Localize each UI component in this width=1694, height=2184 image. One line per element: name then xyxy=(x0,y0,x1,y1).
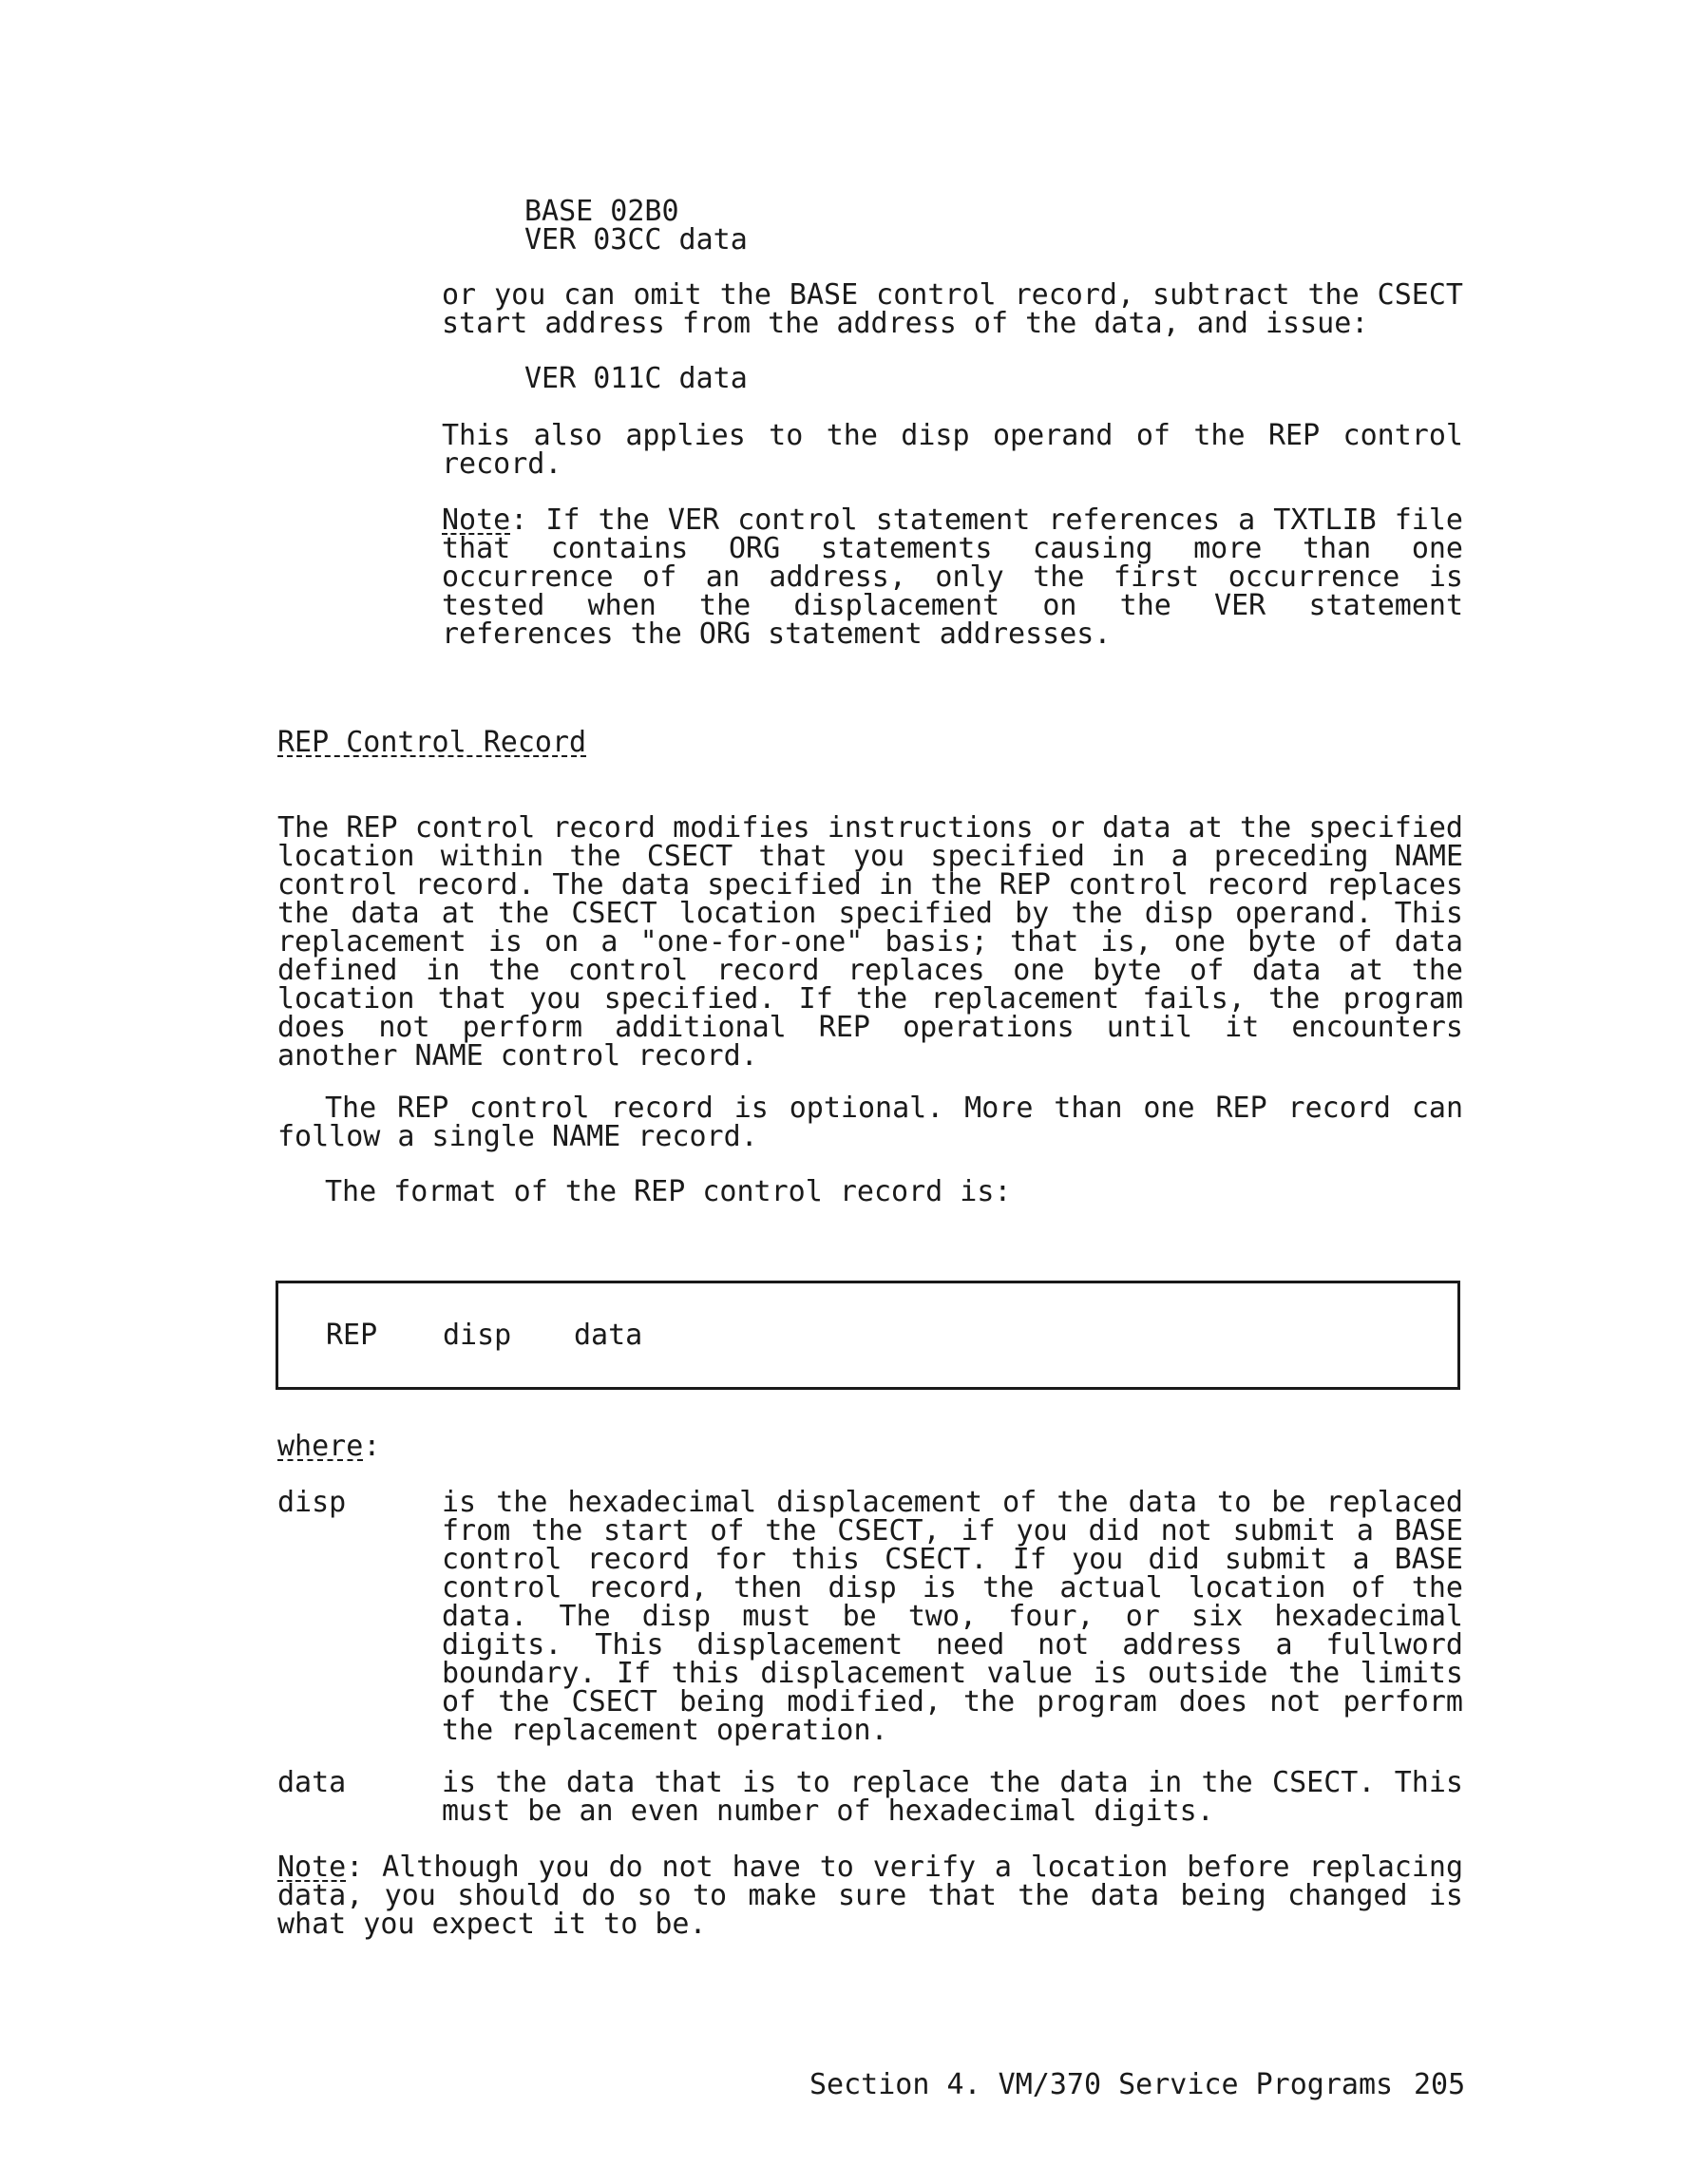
definition-text-data: is the data that is to replace the data in the CSECT. This must be an even number of hexadecimal digits. xyxy=(442,1766,1463,1828)
where-colon: : xyxy=(363,1430,381,1463)
section-heading: REP Control Record xyxy=(277,726,587,759)
format-data: data xyxy=(574,1319,643,1352)
definition-term-data: data xyxy=(277,1766,347,1799)
where-label xyxy=(277,1430,381,1463)
paragraph-optional: The REP control record is optional. More than one REP record can follow a single NAME record. xyxy=(277,1092,1463,1153)
note-verify xyxy=(277,1853,1463,1939)
definition-text-disp: is the hexadecimal displacement of the data to be replaced from the start of the CSECT, if you did not submit a BASE control record for this CSECT. If you did submit a BASE control record, then disp is the actual location of the data. The disp must be two, four, or six hexadecimal digits. This displacement need not address a fullword boundary. If this displacement value is outside the limits of the CSECT being modified, the program does not perform the replacement operation. xyxy=(442,1486,1463,1747)
note2-label: Note xyxy=(277,1851,347,1884)
code-line-ver: VER 03CC data xyxy=(524,223,748,256)
format-box xyxy=(276,1281,1460,1390)
definition-term-disp: disp xyxy=(277,1486,347,1519)
format-disp: disp xyxy=(443,1319,512,1352)
where-text: where xyxy=(277,1430,364,1463)
format-row xyxy=(326,1321,642,1350)
paragraph-also-applies: This also applies to the disp operand of the REP control record. xyxy=(442,419,1463,481)
format-op: REP xyxy=(326,1319,378,1352)
paragraph-omit-base: or you can omit the BASE control record, subtract the CSECT start address from the address of the data, and issue: xyxy=(442,278,1463,340)
note2-text: : Although you do not have to verify a location before replacing data, you should do so to make sure that the data being changed is what you expect it to be. xyxy=(277,1851,1463,1941)
note-ver-org xyxy=(442,503,1463,651)
note-label: Note xyxy=(442,503,511,537)
note-text: : If the VER control statement references a TXTLIB file that contains ORG statements causing more than one occurrence of an address, only the first occurrence is tested when the displacement on the VER statement references the ORG statement addresses. xyxy=(442,503,1463,651)
code-line-ver-011c: VER 011C data xyxy=(524,362,748,395)
paragraph-format: The format of the REP control record is: xyxy=(325,1175,1012,1208)
code-line-base: BASE 02B0 xyxy=(524,195,679,228)
paragraph-rep-intro: The REP control record modifies instructions or data at the specified location within the CSECT that you specified in a preceding NAME control record. The data specified in the REP control record replaces the data at the CSECT location specified by the disp operand. This replacement is on a "one-for-one" basis; that is, one byte of data defined in the control record replaces one byte of data at the location that you specified. If the replacement fails, the program does not perform additional REP operations until it encounters another NAME control record. xyxy=(277,811,1463,1073)
footer-page-number: 205 xyxy=(1414,2068,1466,2101)
footer-section: Section 4. VM/370 Service Programs xyxy=(809,2068,1394,2101)
